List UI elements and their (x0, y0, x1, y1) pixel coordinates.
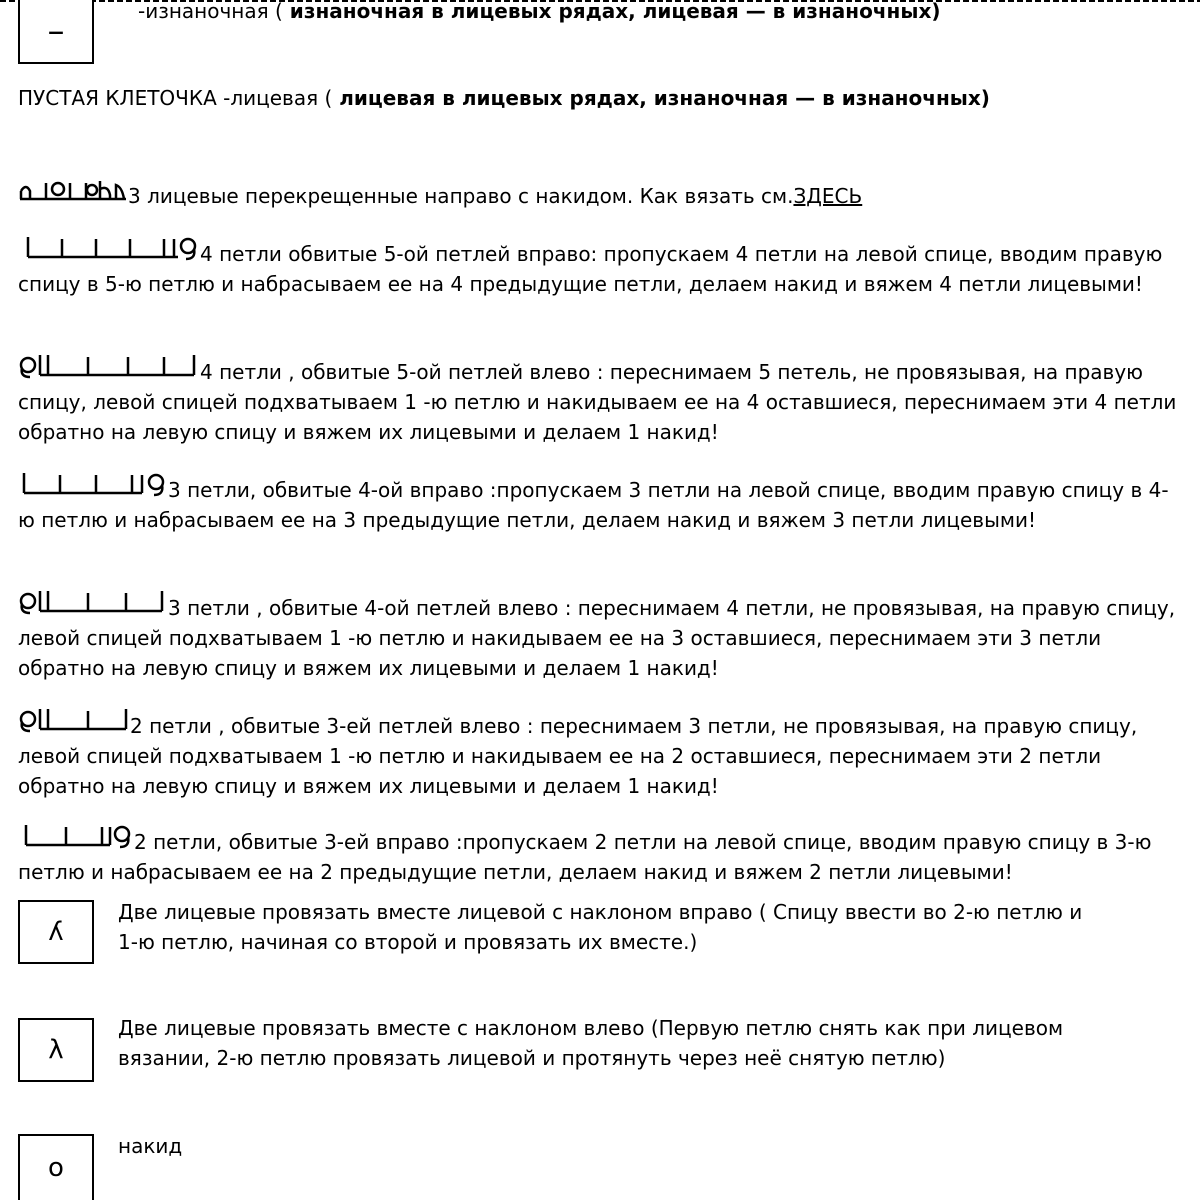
k2tog-left-line1: Две лицевые провязать вместе с наклоном влево (Первую петлю снять как при лицевом (118, 1016, 1064, 1040)
purl-symbol-box (18, 0, 94, 64)
legend-item-3-by-4th-right: 3 петли, обвитые 4-ой вправо :пропускаем 3 петли на левой спице, вводим правую спицу в 4-ю петлю и набрасываем ее на 3 предыдущие петли, делаем накид и вяжем 3 петли лицевыми! (18, 469, 1183, 535)
k2tog-left-symbol: λ (48, 1035, 64, 1065)
yarn-over-symbol: о (48, 1153, 64, 1183)
cross-3-right-yo-symbol (18, 175, 128, 203)
cover-3-by-4th-left-symbol (18, 587, 168, 615)
legend-item-2-by-3rd-right: 2 петли, обвитые 3-ей вправо :пропускаем 2 петли на левой спице, вводим правую спицу в 3-ю петлю и набрасываем ее на 2 предыдущие петли, делаем накид и вяжем 2 петли лицевыми! (18, 821, 1183, 887)
purl-symbol: – (47, 11, 65, 51)
legend-item-4-by-5th-right: 4 петли обвитые 5-ой петлей вправо: пропускаем 4 петли на левой спице, вводим правую спицу в 5-ю петлю и набрасываем ее на 4 предыдущие петли, делаем накид и вяжем 4 петли лицевыми! (18, 233, 1183, 299)
purl-description: -изнаночная ( изнаночная в лицевых рядах, лицевая — в изнаночных) (138, 0, 941, 23)
k2tog-left-symbol-box (18, 1018, 94, 1082)
k2tog-right-line2: 1-ю петлю, начиная со второй и провязать их вместе.) (118, 930, 698, 954)
legend-item-2-by-3rd-left: 2 петли , обвитые 3-ей петлей влево : переснимаем 3 петли, не провязывая, на правую спицу, левой спицей подхватываем 1 -ю петлю и накидываем ее на 2 оставшиеся, переснимаем эти 2 петли обратно на левую спицу и вяжем их лицевыми и делаем 1 накид! (18, 705, 1183, 801)
cover-4-by-5th-left-symbol (18, 351, 200, 379)
here-link[interactable]: ЗДЕСЬ (793, 184, 863, 208)
legend-item-3-by-4th-left: 3 петли , обвитые 4-ой петлей влево : переснимаем 4 петли, не провязывая, на правую спицу, левой спицей подхватываем 1 -ю петлю и накидываем ее на 3 оставшиеся, переснимаем эти 3 петли обратно на левую спицу и вяжем их лицевыми и делаем 1 накид! (18, 587, 1183, 683)
k2tog-right-symbol-box (18, 900, 94, 964)
k2tog-left-line2: вязании, 2-ю петлю провязать лицевой и протянуть через неё снятую петлю) (118, 1046, 946, 1070)
yarn-over-symbol-box (18, 1134, 94, 1200)
yarn-over-description: накид (118, 1134, 183, 1158)
k2tog-right-line1: Две лицевые провязать вместе лицевой с наклоном вправо ( Спицу ввести во 2-ю петлю и (118, 900, 1083, 924)
cover-3-by-4th-right-symbol (18, 469, 168, 497)
legend-item-4-by-5th-left: 4 петли , обвитые 5-ой петлей влево : переснимаем 5 петель, не провязывая, на правую спицу, левой спицей подхватываем 1 -ю петлю и накидываем ее на 4 оставшиеся, переснимаем эти 4 петли обратно на левую спицу и вяжем их лицевыми и делаем 1 накид! (18, 351, 1183, 447)
knit-description: ПУСТАЯ КЛЕТОЧКА -лицевая ( лицевая в лицевых рядах, изнаночная — в изнаночных) (18, 86, 990, 110)
k2tog-right-symbol: ʎ (48, 917, 64, 947)
cover-2-by-3rd-left-symbol (18, 705, 130, 733)
cover-2-by-3rd-right-symbol (18, 821, 134, 849)
legend-item-cross-3: 3 лицевые перекрещенные направо с накидом. Как вязать см.ЗДЕСЬ (18, 175, 1183, 211)
cover-4-by-5th-right-symbol (18, 233, 200, 261)
